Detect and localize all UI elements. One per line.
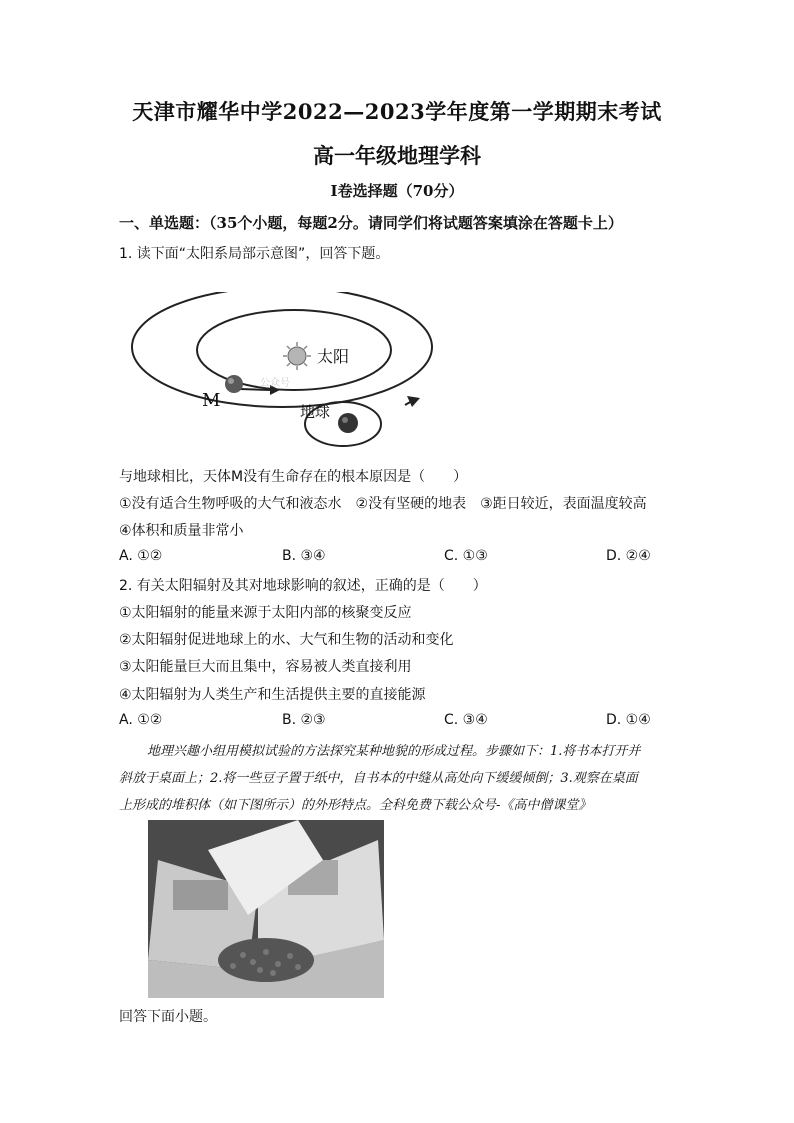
sun-icon [283, 342, 311, 370]
q1-statement: ①没有适合生物呼吸的大气和液态水 ②没有坚硬的地表 ③距日较近，表面温度较高 [119, 496, 647, 512]
q2-option-d[interactable]: D. ①④ [606, 712, 651, 728]
q2-option-a[interactable]: A. ①② [119, 712, 163, 728]
q1-option-c[interactable]: C. ①③ [444, 548, 488, 564]
m-label: M [202, 390, 221, 411]
q1-option-b[interactable]: B. ③④ [282, 548, 326, 564]
q2-statement: ①太阳辐射的能量来源于太阳内部的核聚变反应 [119, 605, 412, 621]
exam-title: 天津市耀华中学2022—2023学年度第一学期期末考试 [132, 99, 662, 124]
material-line: 斜放于桌面上；2.将一些豆子置于纸中，自书本的中缝从高处向下缓缓倾倒；3.观察在桌面 [119, 771, 638, 786]
sun-label: 太阳 [317, 347, 350, 366]
planet-m-icon [225, 375, 243, 393]
m-orbit-arrow [240, 389, 270, 390]
q2-stem: 2. 有关太阳辐射及其对地球影响的叙述，正确的是（ ） [119, 578, 487, 594]
q1-option-d[interactable]: D. ②④ [606, 548, 651, 564]
material-footer: 回答下面小题。 [119, 1009, 217, 1025]
earth-icon [338, 413, 358, 433]
solar-system-diagram [120, 292, 470, 452]
section-heading: 一、单选题：（35个小题，每题2分。请同学们将试题答案填涂在答题卡上） [119, 214, 623, 232]
q1-statement: ④体积和质量非常小 [119, 523, 244, 539]
earth-label: 地球 [300, 403, 331, 421]
q2-option-c[interactable]: C. ③④ [444, 712, 488, 728]
q2-option-b[interactable]: B. ②③ [282, 712, 326, 728]
q2-statement: ④太阳辐射为人类生产和生活提供主要的直接能源 [119, 687, 426, 703]
part-heading: I卷选择题（70分） [330, 182, 464, 200]
material-line: 地理兴趣小组用模拟试验的方法探究某种地貌的形成过程。步骤如下：1.将书本打开并 [147, 744, 641, 759]
q1-option-a[interactable]: A. ①② [119, 548, 163, 564]
q2-statement: ②太阳辐射促进地球上的水、大气和生物的活动和变化 [119, 632, 454, 648]
q1-question: 与地球相比，天体M没有生命存在的根本原因是（ ） [119, 469, 468, 485]
bean-pile-photo [148, 820, 384, 998]
watermark-text: 公众号 [260, 378, 290, 389]
exam-subtitle: 高一年级地理学科 [313, 143, 481, 168]
q1-stem: 1. 读下面“太阳系局部示意图”，回答下题。 [119, 246, 390, 262]
bean-pile [218, 938, 314, 982]
q2-statement: ③太阳能量巨大而且集中，容易被人类直接利用 [119, 659, 412, 675]
material-line: 上形成的堆积体（如下图所示）的外形特点。全科免费下载公众号-《高中僧课堂》 [119, 798, 592, 813]
